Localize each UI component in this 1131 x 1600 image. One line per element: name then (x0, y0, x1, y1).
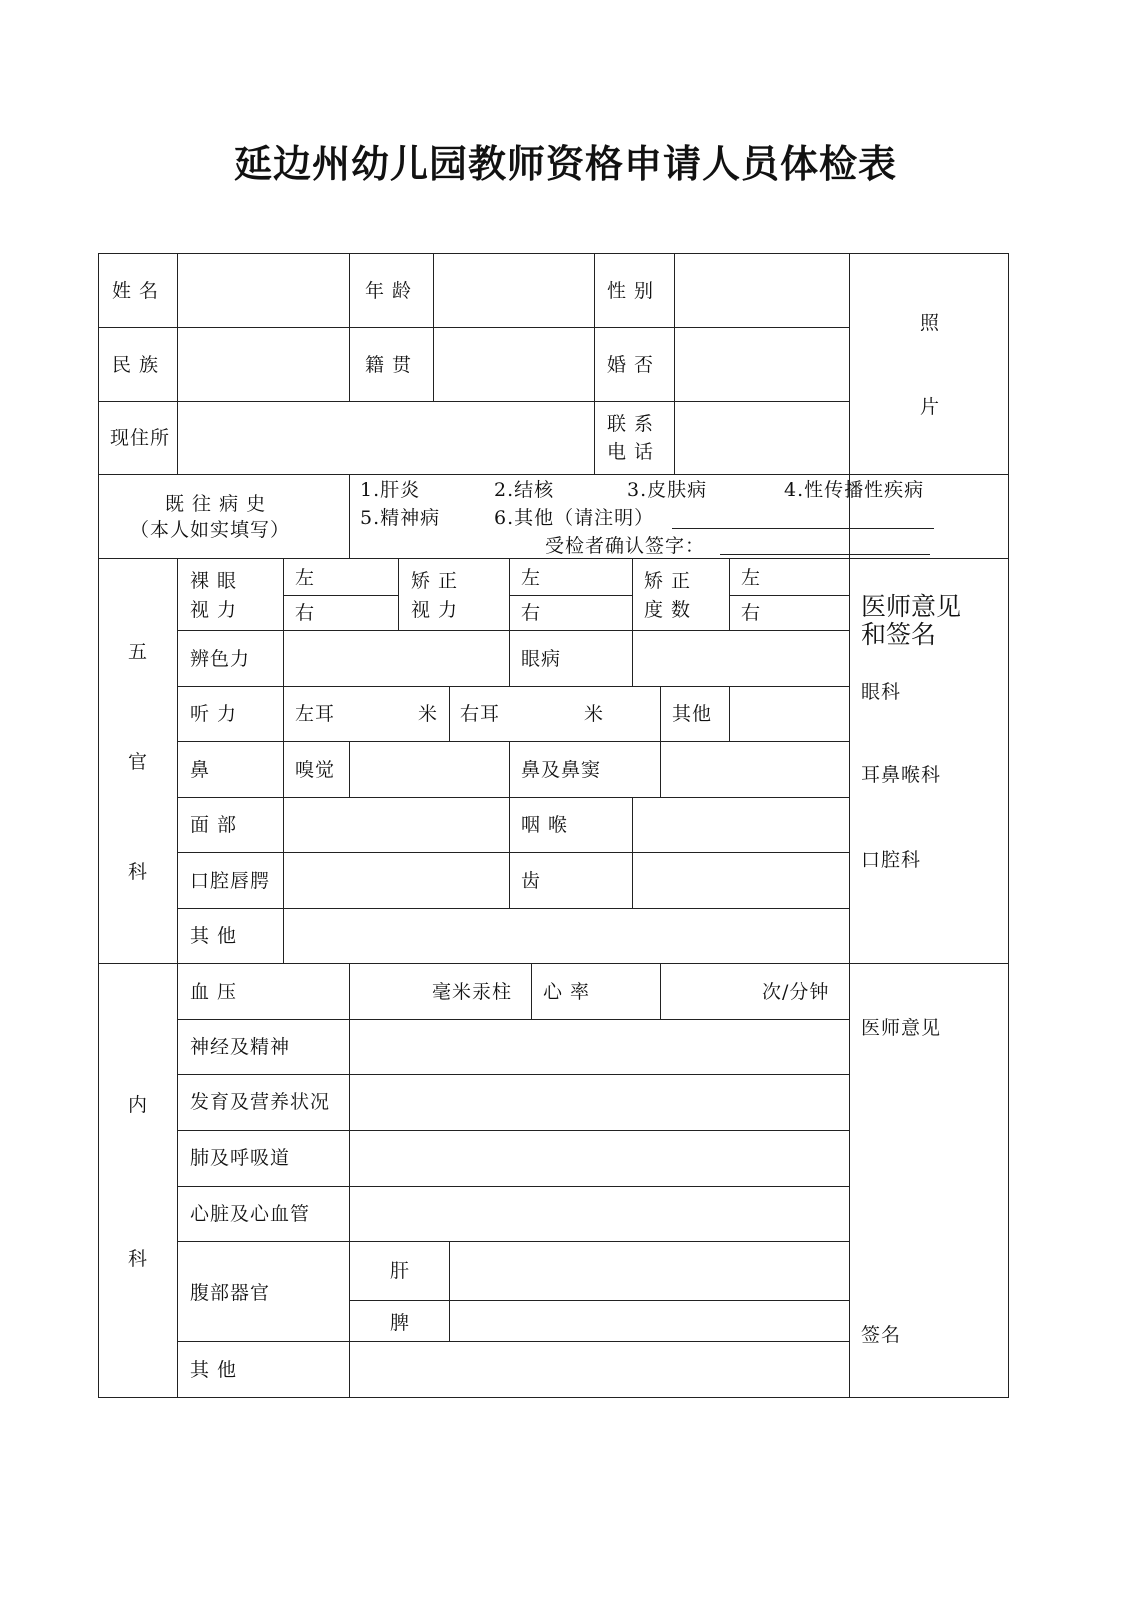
label-signature: 受检者确认签字： (545, 535, 706, 557)
table-rule-v (729, 686, 730, 742)
table-rule-v (632, 797, 633, 909)
table-rule-v (660, 963, 661, 1020)
label-doctor-opinion-sign: 医师意见 (861, 592, 962, 621)
table-rule-v (509, 558, 510, 687)
label-dept-ent: 耳鼻喉科 (861, 764, 942, 786)
label-right: 右 (521, 602, 542, 624)
section-facial: 科 (128, 861, 149, 883)
label-sign: 签名 (861, 1324, 902, 1346)
label-corrected-vision: 视 力 (411, 599, 459, 621)
label-left: 左 (295, 567, 316, 589)
table-rule-h (729, 595, 850, 596)
label-right-ear: 右耳 (460, 703, 501, 725)
label-gender: 性 别 (607, 280, 655, 302)
table-rule-h (98, 1397, 1009, 1398)
section-internal: 科 (128, 1248, 149, 1270)
label-hr-unit: 次/分钟 (762, 981, 830, 1003)
table-rule-v (449, 686, 450, 742)
table-rule-h (98, 253, 1009, 254)
label-lung: 肺及呼吸道 (190, 1147, 291, 1169)
table-rule-v (177, 253, 178, 475)
table-rule-v (509, 741, 510, 909)
table-rule-v (449, 1241, 450, 1342)
table-rule-v (660, 686, 661, 798)
label-spleen: 脾 (390, 1312, 411, 1334)
label-heart: 心脏及心血管 (190, 1203, 311, 1225)
label-throat: 咽 喉 (521, 814, 569, 836)
label-other: 其 他 (190, 925, 238, 947)
label-face: 面 部 (190, 814, 238, 836)
table-rule-v (531, 963, 532, 1020)
label-smell: 嗅觉 (295, 759, 336, 781)
table-rule-v (349, 741, 350, 798)
table-rule-v (729, 558, 730, 631)
table-rule-v (594, 253, 595, 475)
table-rule-v (398, 558, 399, 631)
label-left-ear: 左耳 (295, 703, 336, 725)
table-rule-h (177, 852, 850, 853)
table-rule-h (177, 1186, 850, 1187)
table-rule-v (349, 474, 350, 559)
table-rule-h (177, 1074, 850, 1075)
table-rule-h (177, 741, 850, 742)
label-name: 姓 名 (112, 280, 160, 302)
table-rule-v (1008, 253, 1009, 1398)
table-rule-h (177, 1130, 850, 1131)
history-item: 4.性传播性疾病 (784, 479, 925, 501)
table-rule-h (98, 558, 1009, 559)
label-native-place: 籍 贯 (365, 354, 413, 376)
label-history-note: （本人如实填写） (130, 519, 291, 541)
label-abdomen: 腹部器官 (190, 1282, 271, 1304)
section-facial: 五 (128, 641, 149, 663)
label-hearing: 听 力 (190, 703, 238, 725)
label-neuro: 神经及精神 (190, 1036, 291, 1058)
label-right: 右 (741, 602, 762, 624)
label-address: 现住所 (110, 427, 171, 449)
table-rule-h (177, 908, 850, 909)
section-internal: 内 (128, 1094, 149, 1116)
table-rule-v (433, 253, 434, 402)
history-item: 5.精神病 (360, 507, 441, 529)
label-sinus: 鼻及鼻窦 (521, 759, 602, 781)
table-rule-h (509, 595, 633, 596)
label-naked-vision: 裸 眼 (190, 570, 238, 592)
label-dept-eye: 眼科 (861, 681, 902, 703)
label-doctor-opinion-sign: 和签名 (861, 620, 937, 649)
history-item: 2.结核 (494, 479, 555, 501)
table-rule-v (349, 963, 350, 1398)
table-rule-h (98, 401, 850, 402)
history-item: 6.其他（请注明） (494, 507, 655, 529)
label-liver: 肝 (390, 1260, 411, 1282)
table-rule-h (98, 474, 1009, 475)
label-other: 其 他 (190, 1359, 238, 1381)
table-rule-v (849, 253, 850, 1398)
label-meter: 米 (418, 703, 439, 725)
other-disease-underline (672, 528, 934, 529)
table-rule-h (98, 963, 1009, 964)
label-photo: 照 (920, 312, 941, 334)
table-rule-h (177, 1241, 850, 1242)
label-other: 其他 (672, 703, 713, 725)
label-teeth: 齿 (521, 870, 542, 892)
label-naked-vision: 视 力 (190, 599, 238, 621)
table-rule-h (177, 1019, 850, 1020)
label-age: 年 龄 (365, 280, 413, 302)
label-doctor-opinion: 医师意见 (861, 1017, 942, 1039)
label-history: 既 往 病 史 (165, 493, 267, 515)
table-rule-h (283, 595, 399, 596)
table-rule-h (177, 686, 850, 687)
label-oral: 口腔唇腭 (190, 870, 271, 892)
table-rule-v (177, 558, 178, 1398)
label-color-vision: 辨色力 (190, 648, 251, 670)
table-rule-v (283, 558, 284, 964)
table-rule-v (98, 253, 99, 1398)
label-bp: 血 压 (190, 981, 238, 1003)
label-phone: 电 话 (607, 441, 655, 463)
history-item: 3.皮肤病 (627, 479, 708, 501)
label-bp-unit: 毫米汞柱 (432, 981, 513, 1003)
label-eye-disease: 眼病 (521, 648, 562, 670)
table-rule-h (177, 630, 850, 631)
history-item: 1.肝炎 (360, 479, 421, 501)
label-dept-oral: 口腔科 (861, 849, 922, 871)
table-rule-h (177, 797, 850, 798)
label-nutrition: 发育及营养状况 (190, 1091, 331, 1113)
label-hr: 心 率 (543, 981, 591, 1003)
label-meter: 米 (584, 703, 605, 725)
label-left: 左 (521, 567, 542, 589)
label-right: 右 (295, 602, 316, 624)
label-phone: 联 系 (607, 413, 655, 435)
label-marital: 婚 否 (607, 354, 655, 376)
signature-underline (720, 554, 930, 555)
table-rule-h (177, 1341, 850, 1342)
table-rule-h (98, 327, 850, 328)
label-correction-degree: 度 数 (644, 599, 692, 621)
table-rule-v (674, 253, 675, 475)
table-rule-h (349, 1300, 850, 1301)
section-facial: 官 (128, 751, 149, 773)
label-correction-degree: 矫 正 (644, 570, 692, 592)
label-left: 左 (741, 567, 762, 589)
table-rule-v (632, 558, 633, 687)
form-title: 延边州幼儿园教师资格申请人员体检表 (233, 141, 897, 186)
table-rule-v (349, 253, 350, 402)
label-ethnicity: 民 族 (112, 354, 160, 376)
label-nose: 鼻 (190, 759, 211, 781)
label-photo: 片 (920, 396, 941, 418)
label-corrected-vision: 矫 正 (411, 570, 459, 592)
